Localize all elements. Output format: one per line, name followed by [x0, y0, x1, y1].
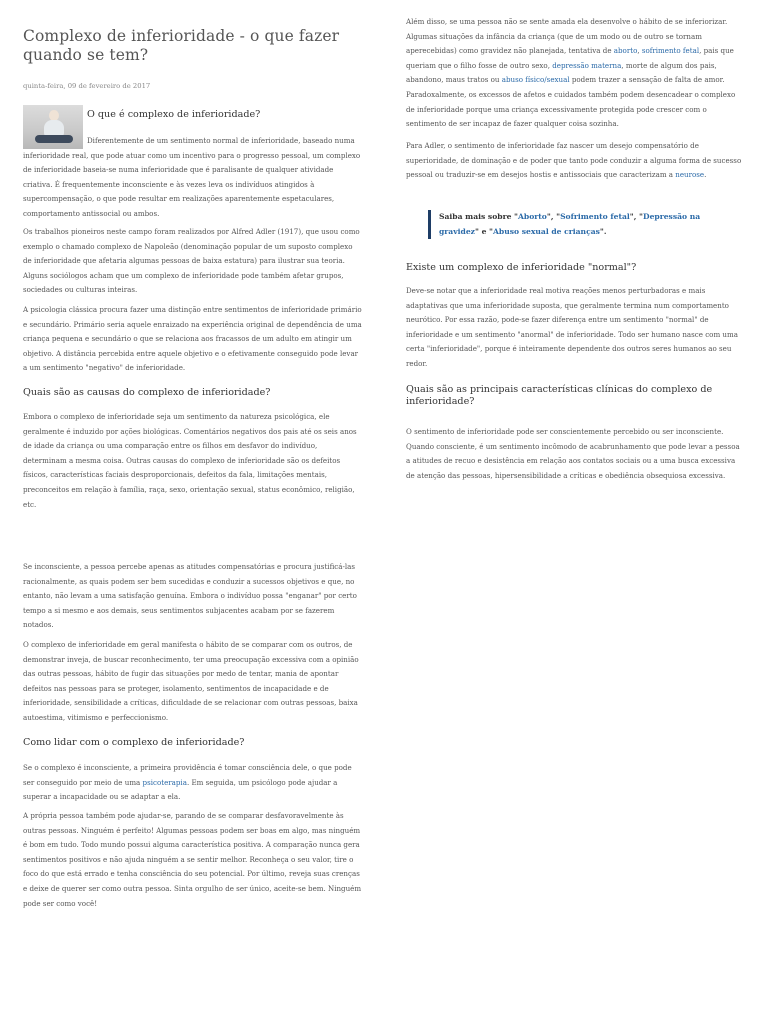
paragraph-childhood — [406, 15, 746, 132]
text-segment: Se o complexo é inconsciente, a primeira providência é tomar consciência dele, o que pode ser conseguido por meio de uma — [23, 763, 352, 787]
paragraph-psychotherapy — [23, 761, 363, 805]
paragraph-definition: Diferentemente de um sentimento normal de inferioridade, baseado numa inferioridade real, que pode atuar como um incentivo para o progresso pessoal, um complexo de inferioridade baseia-se numa inferioridade que é paralisante de qualquer atividade criativa. É frequentemente inconsciente e às vezes leva os indivíduos atingidos à supercompensação, o que pode resultar em realizações aparentemente espetaculares, comportamento antissocial ou ambos. — [23, 136, 361, 218]
text-segment: . Em seguida, um psicólogo pode ajudar a superar a incapacidade ou se adaptar a ela. — [23, 777, 338, 802]
article-date: quinta-feira, 09 de fevereiro de 2017 — [23, 82, 151, 90]
read-more-callout — [428, 210, 739, 239]
paragraph-adler-napoleon: Os trabalhos pioneiros neste campo foram realizados por Alfred Adler (1917), que usou como exemplo o chamado complexo de Napoleão (denominação popular de um suposto complexo de inferioridade que afetaria algumas pessoas de baixa estatura) para ilustrar sua teoria. Alguns sociólogos acham que um complexo de inferioridade pode também afetar grupos, sociedades ou culturas inteiras. — [23, 227, 360, 295]
text-segment: ". — [599, 226, 607, 236]
paragraph-normal-abnormal: Deve-se notar que a inferioridade real motiva reações menos perturbadoras e mais adaptativas que uma inferioridade suposta, que geralmente termina num comportamento neurótico. Por essa razão, pode-se fazer diferença entre um sentimento "normal" de inferioridade e um sentimento "anormal" de inferioridade. Todo ser humano nasce com uma certa "inferioridade", porque é inteiramente dependente dos outros seres humanos ao seu redor. — [406, 286, 738, 368]
heading-what-is: O que é complexo de inferioridade? — [87, 109, 261, 120]
paragraph-primary-secondary: A psicologia clássica procura fazer uma distinção entre sentimentos de inferioridade primário e secundário. Primário seria aquele enraizado na experiência original de dependência de uma criança pequena e secundário o que se relaciona aos fracassos de um adulto em atingir um objetivo. A distância percebida entre aquele objetivo e o efetivamente conseguido pode levar a um sentimento "negativo" de inferioridade. — [23, 305, 362, 373]
link-read-sofrimento-fetal[interactable]: Sofrimento fetal — [560, 212, 630, 221]
text-segment: Saiba mais sobre " — [439, 212, 519, 221]
heading-normal-complex: Existe um complexo de inferioridade "normal"? — [406, 262, 637, 273]
link-neurose[interactable]: neurose — [675, 170, 705, 180]
text-segment: , pais que queriam que o filho fosse de outro sexo, — [406, 46, 734, 70]
text-segment: ", " — [546, 212, 561, 221]
link-sofrimento-fetal[interactable]: sofrimento fetal — [641, 46, 700, 56]
link-read-aborto[interactable]: Aborto — [518, 212, 547, 221]
article-title: Complexo de inferioridade - o que fazer quando se tem? — [23, 27, 340, 64]
link-psicoterapia[interactable]: psicoterapia — [142, 777, 187, 787]
text-segment: . — [704, 170, 707, 180]
paragraph-symptoms: O complexo de inferioridade em geral manifesta o hábito de se comparar com os outros, de demonstrar inveja, de buscar reconhecimento, ter uma preocupação excessiva com a opinião das outras pessoas, hábito de fugir das situações por medo de tentar, mania de apontar defeitos nas pessoas para se proteger, isolamento, sentimentos de incapacidade e de inferioridade, sensibilidade a críticas, dificuldade de se relacionar com outras pessoas, baixa autoestima, vitimismo e perfeccionismo. — [23, 640, 359, 722]
link-depressao-materna[interactable]: depressão materna — [552, 60, 622, 70]
link-aborto[interactable]: aborto — [613, 46, 638, 56]
link-read-depressao-gravidez[interactable]: Depressão na gravidez — [439, 212, 701, 236]
text-segment: ", " — [629, 212, 643, 221]
heading-clinical: Quais são as principais características clínicas do complexo de inferioridade? — [406, 384, 713, 407]
text-segment: " e " — [474, 226, 494, 236]
paragraph-unconscious: Se inconsciente, a pessoa percebe apenas as atitudes compensatórias e procura justificá-las racionalmente, as quais podem ser bem sucedidas e conduzir a sucessos objetivos e que, no entanto, não levam a uma satisfação genuína. Embora o indivíduo possa "enganar" por certo tempo a si mesmo e aos demais, seus sentimentos subjacentes acabam por se fazerem notados. — [23, 562, 357, 630]
link-read-abuso-sexual[interactable]: Abuso sexual de crianças — [493, 226, 600, 236]
text-segment: , — [637, 46, 642, 56]
text-segment: Além disso, se uma pessoa não se sente amada ela desenvolve o hábito de se inferiorizar. Algumas situações da infância da criança (que de um modo ou de outro se tornam aperecebidas) como gravidez não planejada, tentativa de — [406, 17, 728, 56]
heading-causes: Quais são as causas do complexo de inferioridade? — [23, 387, 271, 398]
paragraph-adler-neurosis — [406, 139, 746, 183]
text-segment: podem trazer a sensação de falta de amor. Paradoxalmente, os excessos de afetos e cuidados também podem desencadear o complexo de inferioridade porque uma criança excessivamente protegida pode crescer com o sentimento de ser incapaz de fazer qualquer coisa sozinha. — [406, 75, 736, 129]
text-segment: Para Adler, o sentimento de inferioridade faz nascer um desejo compensatório de superioridade, de dominação e de poder que tanto pode conduzir a alguma forma de sucesso pessoal ou traduzir-se em desejos hostis e antissociais que caracterizam a — [406, 141, 742, 180]
paragraph-causes: Embora o complexo de inferioridade seja um sentimento da natureza psicológica, ele geralmente é induzido por ações biológicas. Comentários negativos dos pais até os seis anos de idade da criança ou uma comparação entre os filhos em desfavor do indivíduo, determinam a mesma coisa. Outras causas do complexo de inferioridade são os defeitos físicos, características faciais desproporcionais, defeitos da fala, limitações mentais, preconceitos em relação à família, raça, sexo, orientação sexual, status econômico, religião, etc. — [23, 412, 357, 509]
paragraph-clinical: O sentimento de inferioridade pode ser conscientemente percebido ou ser inconsciente. Quando consciente, é um sentimento incômodo de acabrunhamento que pode levar a pessoa a atitudes de recuo e desistência em relação aos contatos sociais ou a uma busca excessiva de atenção das pessoas, hipersensibilidade a críticas e obediência obsequiosa excessiva. — [406, 427, 740, 480]
heading-how-to-deal: Como lidar com o complexo de inferioridade? — [23, 737, 245, 748]
text-segment: , morte de algum dos pais, abandono, maus tratos ou — [406, 60, 717, 85]
link-abuso-fisico-sexual[interactable]: abuso físico/sexual — [501, 75, 570, 85]
paragraph-self-help: A própria pessoa também pode ajudar-se, parando de se comparar desfavoravelmente às outras pessoas. Ninguém é perfeito! Algumas pessoas podem ser boas em algo, mas ninguém é bom em tudo. Todo mundo possui alguma característica positiva. A comparação nunca gera sentimentos positivos e não ajuda ninguém a se sentir melhor. Reconheça o seu valor, tire o foco do que está errado e tenha consciência do seu potencial. Por último, reveja suas crenças e deixe de querer ser como outra pessoa. Sinta orgulho de ser único, aceite-se bem. Ninguém pode ser como você! — [23, 811, 362, 908]
